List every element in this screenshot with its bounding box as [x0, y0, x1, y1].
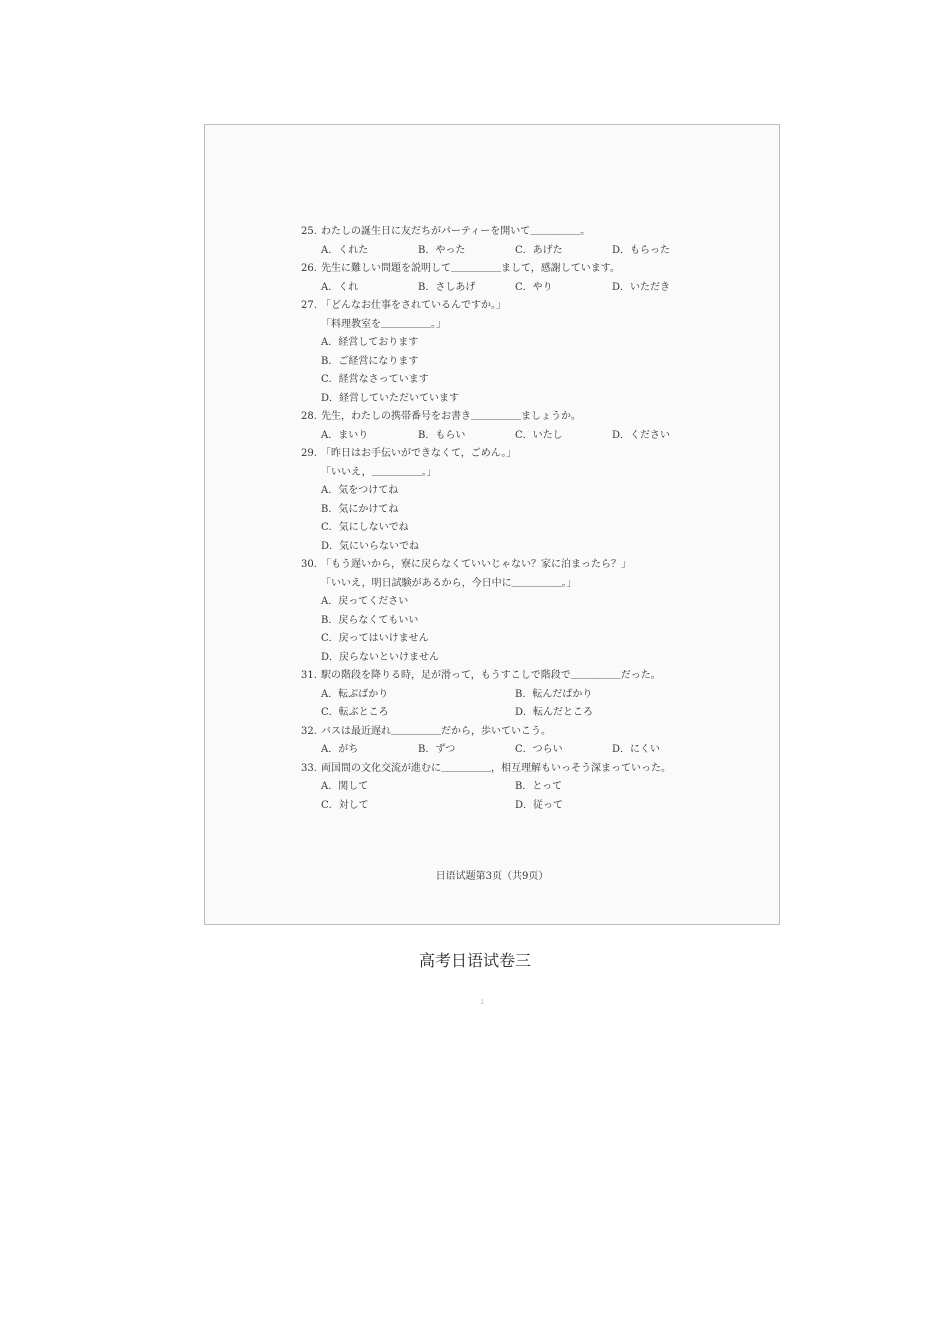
options-33-row2	[301, 797, 721, 816]
question-subline: 「いいえ，＿＿＿＿＿。」	[321, 466, 437, 478]
option-b: B．さしあげ	[418, 281, 476, 293]
option-a: A．くれた	[321, 244, 369, 256]
page-footer: 日语试题第3页（共9页）	[435, 871, 549, 882]
option-c: C．戻ってはいけません	[321, 633, 429, 644]
question-number: 25.	[301, 226, 317, 237]
option-d: D．戻らないといけません	[321, 651, 440, 663]
document-caption: 高考日语试卷三	[418, 951, 531, 970]
question-number: 33.	[301, 762, 317, 774]
options-31-row1	[301, 686, 721, 705]
question-number: 29.	[301, 448, 317, 459]
question-text: 「昨日はお手伝いができなくて，ごめん。」	[321, 448, 517, 459]
option-d: D．気にいらないでね	[321, 540, 420, 552]
option-d: D．転んだところ	[515, 707, 594, 718]
question-subline: 「いいえ，明日試験があるから，今日中に＿＿＿＿＿。」	[321, 577, 577, 589]
question-text: 先生に難しい問題を説明して＿＿＿＿＿まして，感謝しています。	[321, 263, 620, 274]
question-text: 「もう遅いから，寮に戻らなくていいじゃない？家に泊まったら？」	[321, 559, 631, 570]
question-28	[301, 408, 721, 427]
options-33-row1	[301, 778, 721, 797]
question-29	[301, 445, 721, 464]
option-c: C．あげた	[515, 244, 563, 256]
option-d: D．もらった	[612, 244, 671, 256]
options-32	[301, 741, 721, 760]
question-number: 30.	[301, 559, 317, 570]
options-25	[301, 242, 721, 261]
option-d: D．経営していただいています	[321, 392, 460, 404]
option-a: A．がち	[321, 744, 359, 755]
question-25	[301, 223, 721, 242]
option-b: B．とって	[515, 781, 563, 792]
option-b: B．気にかけてね	[321, 503, 399, 515]
option-a: A．気をつけてね	[321, 485, 399, 496]
option-b: B．戻らなくてもいい	[321, 614, 419, 626]
question-26	[301, 260, 721, 279]
question-text: バスは最近遅れ＿＿＿＿＿だから，歩いていこう。	[321, 725, 551, 737]
scanned-exam-page	[204, 124, 780, 925]
question-subline: 「料理教室を＿＿＿＿＿。」	[321, 318, 446, 330]
option-d: D．いただき	[612, 281, 671, 293]
option-d: D．にくい	[612, 744, 661, 755]
question-text: 「どんなお仕事をされているんですか。」	[321, 300, 506, 311]
option-b: B．転んだばかり	[515, 688, 593, 700]
question-number: 32.	[301, 725, 317, 737]
question-text: 先生，わたしの携帯番号をお書き＿＿＿＿＿ましょうか。	[321, 411, 581, 422]
question-32	[301, 723, 721, 742]
question-text: わたしの誕生日に友だちがパーティーを開いて＿＿＿＿＿。	[321, 226, 591, 237]
question-33	[301, 760, 721, 779]
option-a: A．関して	[321, 781, 369, 792]
question-number: 28.	[301, 411, 317, 422]
options-28	[301, 427, 721, 446]
options-26	[301, 279, 721, 298]
option-c: C．対して	[321, 799, 369, 811]
option-c: C．転ぶところ	[321, 707, 389, 718]
option-d: D．従って	[515, 799, 564, 811]
question-number: 27.	[301, 300, 317, 311]
option-b: B．ずつ	[418, 744, 456, 755]
question-number: 26.	[301, 263, 317, 274]
option-a: A．まいり	[321, 429, 369, 441]
option-a: A．経営しております	[321, 337, 419, 348]
option-c: C．経営なさっています	[321, 374, 429, 385]
question-31	[301, 667, 721, 686]
question-list	[301, 223, 721, 815]
option-d: D．ください	[612, 429, 671, 441]
option-b: B．やった	[418, 244, 466, 256]
question-text: 駅の階段を降りる時，足が滑って，もうすこしで階段で＿＿＿＿＿だった。	[321, 670, 661, 681]
option-c: C．つらい	[515, 744, 563, 755]
option-a: A．戻ってください	[321, 596, 409, 607]
question-30	[301, 556, 721, 575]
question-text: 両国間の文化交流が進むに＿＿＿＿＿，相互理解もいっそう深まっていった。	[321, 762, 671, 774]
stray-mark: ;	[481, 996, 484, 1005]
option-b: B．ご経営になります	[321, 355, 419, 367]
question-number: 31.	[301, 670, 317, 681]
option-c: C．気にしないでね	[321, 522, 409, 533]
options-31-row2	[301, 704, 721, 723]
option-a: A．くれ	[321, 281, 359, 293]
option-b: B．もらい	[418, 429, 466, 441]
question-27	[301, 297, 721, 316]
option-a: A．転ぶばかり	[321, 688, 389, 700]
option-c: C．やり	[515, 281, 553, 293]
option-c: C．いたし	[515, 429, 563, 441]
